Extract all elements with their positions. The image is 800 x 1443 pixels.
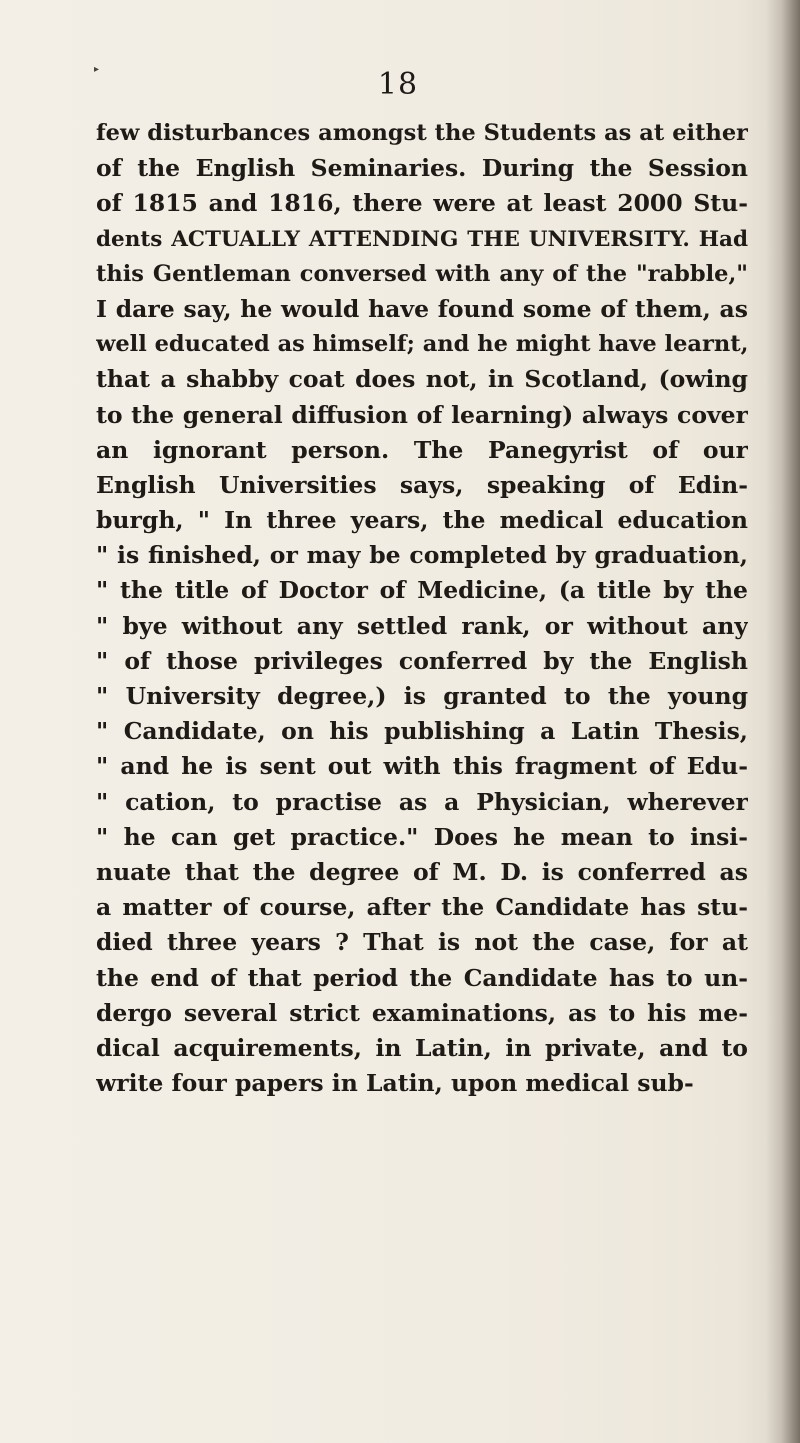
text-line: the end of that period the Candidate has to un- — [96, 963, 748, 992]
text-line: an ignorant person. The Panegyrist of our — [96, 435, 748, 464]
corner-mark: ▸ — [94, 64, 100, 75]
text-line: write four papers in Latin, upon medical sub- — [96, 1069, 694, 1098]
text-line: burgh, " In three years, the medical education — [96, 506, 748, 535]
text-line: few disturbances amongst the Students as at either — [96, 120, 748, 146]
text-line: this Gentleman conversed with any of the "rabble," — [96, 260, 748, 287]
text-line: dents ACTUALLY ATTENDING THE UNIVERSITY. Had — [96, 226, 748, 252]
text-line: " University degree,) is granted to the young — [96, 682, 748, 710]
text-line: to the general diffusion of learning) always cover — [96, 400, 748, 429]
text-line: nuate that the degree of M. D. is conferred as — [96, 857, 748, 886]
text-line: " and he is sent out with this fragment of Edu- — [96, 752, 748, 781]
text-line: " Candidate, on his publishing a Latin Thesis, — [96, 717, 748, 746]
text-line: English Universities says, speaking of Edin- — [96, 470, 748, 499]
text-line: of 1815 and 1816, there were at least 2000 Stu- — [96, 189, 748, 218]
text-line: I dare say, he would have found some of them, as — [96, 294, 748, 323]
text-line: well educated as himself; and he might have learnt, — [96, 331, 748, 358]
text-line: " of those privileges conferred by the English — [96, 646, 748, 675]
text-line: " cation, to practise as a Physician, wherever — [96, 787, 748, 816]
text-line: " bye without any settled rank, or without any — [96, 611, 748, 640]
text-line: dergo several strict examinations, as to his me- — [96, 998, 748, 1027]
page-number: 18 — [377, 67, 419, 102]
text-line: a matter of course, after the Candidate has stu- — [96, 893, 748, 922]
text-line: that a shabby coat does not, in Scotland, (owing — [96, 365, 748, 394]
page-edge-shadow — [766, 0, 800, 1443]
text-line: of the English Seminaries. During the Session — [96, 154, 748, 183]
text-line: dical acquirements, in Latin, in private, and to — [96, 1033, 748, 1062]
text-line: died three years ? That is not the case, for at — [96, 928, 748, 957]
body-text — [96, 116, 748, 1101]
text-line: " is finished, or may be completed by graduation, — [96, 541, 748, 570]
text-line: " he can get practice." Does he mean to insi- — [96, 822, 748, 851]
text-line: " the title of Doctor of Medicine, (a title by the — [96, 576, 748, 605]
